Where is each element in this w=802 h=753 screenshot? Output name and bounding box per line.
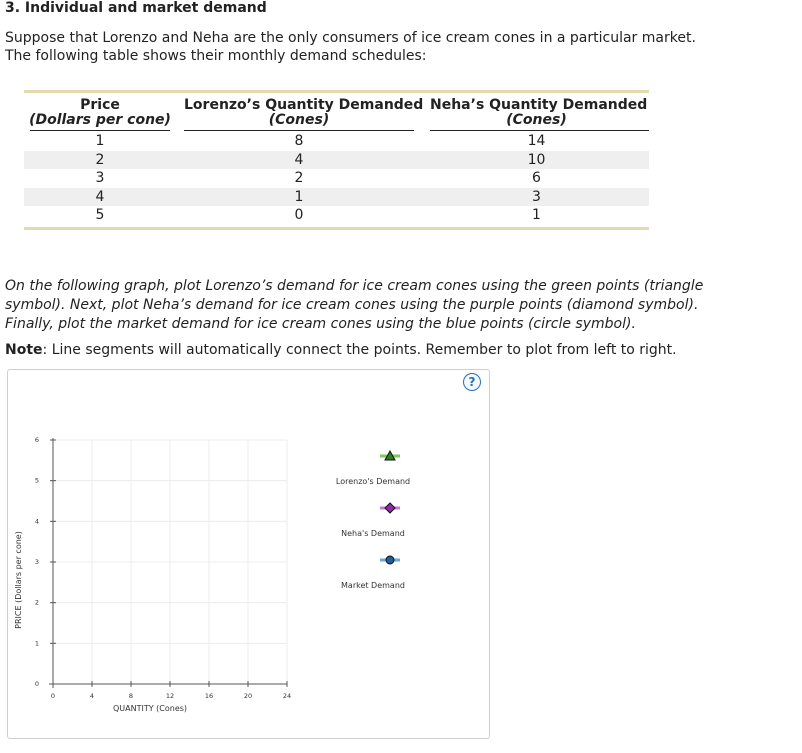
graph-panel (7, 369, 490, 739)
table-row (24, 151, 649, 170)
x-tick-label: 0 (50, 692, 56, 700)
y-axis-title: PRICE (Dollars per cone) (14, 531, 23, 629)
price-cell: 4 (95, 188, 105, 205)
lorenzo-qty-cell: 2 (294, 170, 304, 186)
header-lorenzo: Lorenzo’s Quantity Demanded (Cones) (184, 97, 424, 128)
lorenzo-qty-cell: 8 (294, 133, 304, 149)
neha-qty-cell: 6 (532, 170, 541, 186)
table-top-rule (24, 90, 649, 93)
help-button[interactable]: ? (463, 373, 481, 391)
note-label: Note (5, 342, 43, 358)
intro-line-1: Suppose that Lorenzo and Neha are the only consumers of ice cream cones in a particular market. (5, 30, 696, 46)
y-tick-label: 3 (34, 558, 40, 566)
price-cell: 2 (95, 151, 105, 168)
lorenzo-qty-cell: 4 (294, 151, 304, 168)
legend-label: Neha's Demand (341, 529, 405, 538)
y-tick-label: 1 (34, 639, 40, 648)
question-title: 3. Individual and market demand (5, 0, 267, 16)
x-tick-label: 4 (89, 692, 95, 700)
price-cell: 1 (95, 133, 105, 149)
neha-qty-cell: 3 (532, 188, 541, 205)
x-axis-title: QUANTITY (Cones) (112, 704, 188, 713)
header-underline (184, 130, 414, 131)
legend-label: Market Demand (341, 581, 405, 590)
table-row (24, 188, 649, 207)
demand-graph[interactable] (8, 370, 489, 738)
x-tick-label: 16 (204, 692, 214, 700)
question-intro (5, 29, 795, 65)
instructions-line-3: Finally, plot the market demand for ice cream cones using the blue points (circle symbol). (5, 316, 636, 332)
table-bottom-rule (24, 227, 649, 230)
legend-label: Lorenzo's Demand (335, 477, 411, 486)
y-tick-label: 0 (34, 680, 40, 688)
note (5, 342, 677, 358)
y-tick-label: 5 (34, 476, 40, 485)
neha-qty-cell: 1 (532, 207, 541, 223)
diamond-point-icon[interactable] (385, 503, 395, 513)
instructions-line-2: symbol). Next, plot Neha’s demand for ice cream cones using the purple points (diamond symbol). (5, 297, 699, 313)
price-cell: 5 (95, 207, 105, 223)
table-row (24, 132, 649, 151)
x-tick-label: 24 (282, 692, 292, 700)
lorenzo-qty-cell: 0 (294, 207, 304, 223)
x-tick-label: 20 (243, 692, 253, 700)
lorenzo-qty-cell: 1 (294, 188, 304, 205)
header-price: Price (Dollars per cone) (29, 97, 171, 128)
header-neha: Neha’s Quantity Demanded (Cones) (430, 97, 648, 128)
circle-point-icon[interactable] (386, 556, 394, 564)
neha-qty-cell: 10 (527, 151, 546, 168)
y-tick-label: 6 (34, 436, 40, 444)
x-tick-label: 8 (128, 692, 134, 700)
table-row (24, 169, 649, 188)
header-underline (430, 130, 649, 131)
y-tick-label: 2 (34, 598, 40, 607)
header-underline (30, 130, 170, 131)
instructions-line-1: On the following graph, plot Lorenzo’s demand for ice cream cones using the green points (triangle (5, 278, 704, 294)
table-row (24, 206, 649, 225)
price-cell: 3 (95, 170, 105, 186)
intro-line-2: The following table shows their monthly demand schedules: (5, 48, 427, 64)
x-tick-label: 12 (165, 692, 175, 700)
neha-qty-cell: 14 (527, 133, 546, 149)
graph-instructions (5, 277, 795, 334)
y-tick-label: 4 (34, 517, 40, 526)
note-text: : Line segments will automatically connect the points. Remember to plot from left to right. (42, 342, 677, 358)
